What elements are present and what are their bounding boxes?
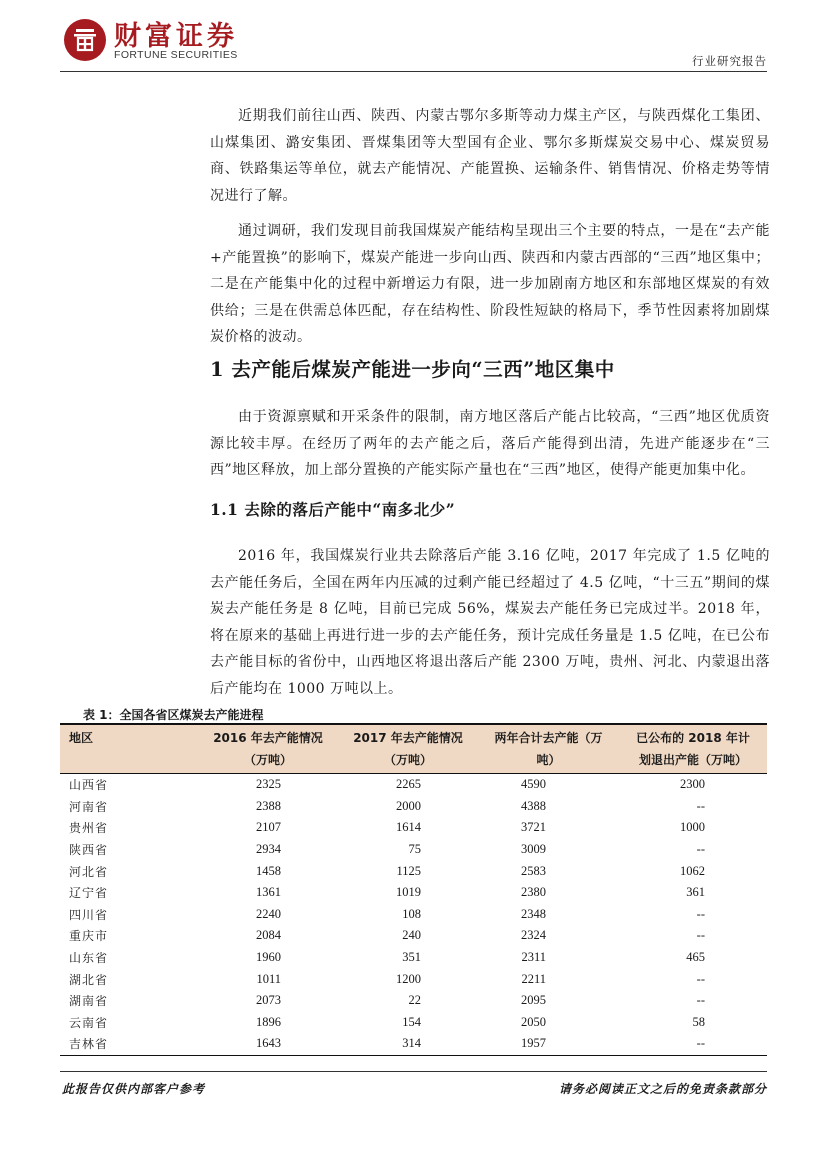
column-header-region: 地区 — [60, 724, 198, 774]
table-row — [60, 839, 767, 861]
table-cell-value: 1000 — [680, 820, 705, 835]
subsection-heading: 1.1 去除的落后产能中“南多北少” — [210, 500, 456, 519]
table-cell-value: 1960 — [256, 950, 281, 965]
table-cell-value: 75 — [408, 842, 421, 857]
table-cell-value: 314 — [338, 1033, 478, 1055]
table-cell-value: 4590 — [521, 777, 546, 792]
brand-name-cn: 财富证券 — [114, 21, 238, 52]
table-cell-value: 2934 — [256, 842, 281, 857]
table-row — [60, 860, 767, 882]
document-type-label: 行业研究报告 — [692, 54, 767, 68]
table-cell-region: 贵州省 — [69, 821, 109, 836]
table-cell-value: 1957 — [478, 1033, 619, 1055]
table-cell-value: 4388 — [521, 798, 546, 813]
brand-logo-icon — [64, 19, 106, 61]
table-row — [60, 904, 767, 926]
table-cell-value: -- — [696, 971, 705, 986]
table-row — [60, 990, 767, 1012]
column-header-total: 两年合计去产能（万 吨） — [478, 724, 619, 774]
table-cell-region: 河南省 — [69, 799, 109, 814]
table-row — [60, 1033, 767, 1055]
table-cell-value: 1458 — [256, 863, 281, 878]
table-cell-region: 山西省 — [69, 778, 109, 793]
table-cell-region: 四川省 — [69, 907, 109, 922]
table-cell-region: 重庆市 — [69, 929, 109, 944]
section-paragraph: 由于资源禀赋和开采条件的限制，南方地区落后产能占比较高，“三西”地区优质资源比较丰厚。在经历了两年的去产能之后，落后产能得到出清，先进产能逐步在“三西”地区释放，加上部分置换的产能实际产量也在“三西”地区，使得产能更加集中化。 — [210, 409, 770, 478]
table-cell-value: 351 — [402, 950, 421, 965]
table-cell-value: 2240 — [256, 906, 281, 921]
table-cell-value: 240 — [402, 928, 421, 943]
table-cell-value: 1125 — [396, 863, 421, 878]
column-header-2016: 2016 年去产能情况 （万吨） — [198, 724, 338, 774]
table-row — [60, 796, 767, 818]
table-cell-value: 2380 — [521, 885, 546, 900]
table-cell-value: 154 — [402, 1014, 421, 1029]
table-cell-value: -- — [696, 842, 705, 857]
table-cell-value: 2311 — [521, 950, 546, 965]
table-cell-region: 辽宁省 — [69, 886, 109, 901]
header-divider — [60, 71, 767, 72]
table-cell-region: 吉林省 — [60, 1033, 198, 1055]
table-row — [60, 1012, 767, 1034]
table-cell-value: 2348 — [521, 906, 546, 921]
table-cell-value: 2107 — [256, 820, 281, 835]
table-cell-value: 2300 — [680, 777, 705, 792]
table-cell-value: 1019 — [396, 885, 421, 900]
table-cell-region: 湖北省 — [69, 972, 109, 987]
table-cell-value: 1011 — [256, 971, 281, 986]
table-cell-region: 河北省 — [69, 864, 109, 879]
table-cell-value: -- — [696, 993, 705, 1008]
table-cell-value: 22 — [408, 993, 421, 1008]
table-row — [60, 774, 767, 796]
findings-paragraph: 通过调研，我们发现目前我国煤炭产能结构呈现出三个主要的特点，一是在“去产能+产能置换”的影响下，煤炭产能进一步向山西、陕西和内蒙古西部的“三西”地区集中；二是在产能集中化的过程中新增运力有限，进一步加剧南方地区和东部地区煤炭的有效供给；三是在供需总体匹配，存在结构性、阶段性短缺的格局下，季节性因素将加剧煤炭价格的波动。 — [210, 223, 770, 345]
table-cell-value: -- — [619, 1033, 767, 1055]
table-cell-region: 湖南省 — [69, 994, 109, 1009]
table-cell-value: 1643 — [198, 1033, 338, 1055]
table-cell-value: 465 — [686, 950, 705, 965]
table-cell-value: 1062 — [680, 863, 705, 878]
brand-name-en: FORTUNE SECURITIES — [114, 49, 238, 61]
table-cell-value: 108 — [402, 906, 421, 921]
intro-paragraph: 近期我们前往山西、陕西、内蒙古鄂尔多斯等动力煤主产区，与陕西煤化工集团、山煤集团、潞安集团、晋煤集团等大型国有企业、鄂尔多斯煤炭交易中心、煤炭贸易商、铁路集运等单位，就去产能情况、产能置换、运输条件、销售情况、价格走势等情况进行了解。 — [210, 108, 770, 204]
footer-notice-right: 请务必阅读正文之后的免责条款部分 — [558, 1082, 767, 1096]
table-cell-value: 2211 — [521, 971, 546, 986]
fortune-seal-icon — [70, 25, 100, 55]
table-cell-value: 2095 — [521, 993, 546, 1008]
table-cell-value: -- — [696, 928, 705, 943]
table-cell-value: 3009 — [521, 842, 546, 857]
table-cell-value: 2073 — [256, 993, 281, 1008]
table-cell-region: 陕西省 — [69, 843, 109, 858]
table-row — [60, 817, 767, 839]
table-cell-value: 2583 — [521, 863, 546, 878]
table-row — [60, 882, 767, 904]
table-cell-value: 58 — [692, 1014, 705, 1029]
table-caption: 表 1：全国各省区煤炭去产能进程 — [83, 708, 264, 722]
table-cell-value: 2388 — [256, 798, 281, 813]
table-cell-value: 3721 — [521, 820, 546, 835]
table-row — [60, 947, 767, 969]
table-cell-value: -- — [696, 798, 705, 813]
column-header-2017: 2017 年去产能情况 （万吨） — [338, 724, 478, 774]
table-cell-value: -- — [696, 906, 705, 921]
table-row — [60, 925, 767, 947]
table-row — [60, 968, 767, 990]
footer-notice-left: 此报告仅供内部客户参考 — [62, 1082, 206, 1096]
table-cell-region: 山东省 — [69, 951, 109, 966]
table-cell-value: 2265 — [396, 777, 421, 792]
column-header-2018-plan: 已公布的 2018 年计 划退出产能（万吨） — [619, 724, 767, 774]
table-cell-value: 1361 — [256, 885, 281, 900]
subsection-paragraph: 2016 年，我国煤炭行业共去除落后产能 3.16 亿吨，2017 年完成了 1.5 亿吨的去产能任务后，全国在两年内压减的过剩产能已经超过了 4.5 亿吨，“十三五”期间的煤炭去产能任务是 8 亿吨，目前已完成 56%，煤炭去产能任务已完成过半。2018 年，将在原来的基础上再进行进一步的去产能任务，预计完成任务量是 1.5 亿吨，在已公布去产能目标的省份中，山西地区将退出落后产能 2300 万吨，贵州、河北、内蒙退出落后产能均在 1000 万吨以上。 — [210, 548, 770, 697]
table-cell-value: 2000 — [396, 798, 421, 813]
table-cell-value: 2050 — [521, 1014, 546, 1029]
table-header-row — [60, 724, 767, 774]
table-cell-value: 1614 — [396, 820, 421, 835]
section-heading: 1 去产能后煤炭产能进一步向“三西”地区集中 — [210, 358, 615, 381]
table-cell-value: 1200 — [396, 971, 421, 986]
footer-divider — [60, 1071, 767, 1072]
table-cell-value: 2324 — [521, 928, 546, 943]
table-cell-value: 2084 — [256, 928, 281, 943]
table-cell-region: 云南省 — [69, 1015, 109, 1030]
table-cell-value: 361 — [686, 885, 705, 900]
table-cell-value: 2325 — [256, 777, 281, 792]
table-cell-value: 1896 — [256, 1014, 281, 1029]
capacity-table — [60, 723, 767, 1056]
